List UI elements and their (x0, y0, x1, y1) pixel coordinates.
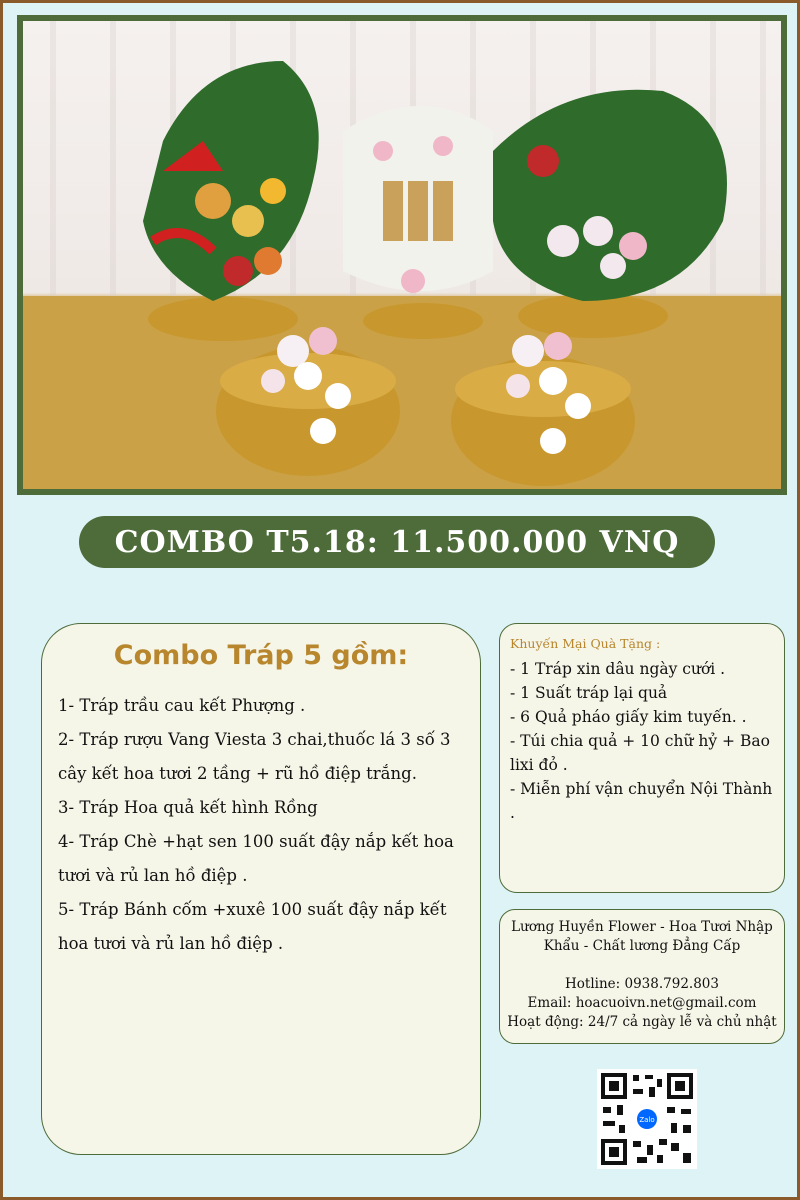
product-photo-frame (17, 15, 787, 495)
spacer (506, 956, 778, 975)
combo-heading: Combo Tráp 5 gồm: (113, 640, 409, 671)
wedding-trays-illustration (23, 21, 781, 489)
combo-item-2: 2- Tráp rượu Vang Viesta 3 chai,thuốc lá 3 số 3 cây kết hoa tươi 2 tầng + rũ hồ điệp trắng. (58, 730, 451, 783)
combo-item-5: 5- Tráp Bánh cốm +xuxê 100 suất đậy nắp kết hoa tươi và rủ lan hồ điệp . (58, 900, 447, 953)
hotline-text: Hotline: 0938.792.803 (565, 976, 719, 992)
promo-item-5: - Miễn phí vận chuyển Nội Thành . (510, 780, 773, 822)
contact-info-panel (499, 909, 785, 1044)
combo-contents-panel (41, 623, 481, 1155)
combo-item-3: 3- Tráp Hoa quả kết hình Rồng (58, 798, 318, 817)
promo-item-1: - 1 Tráp xin dâu ngày cưới . (510, 660, 726, 678)
shop-tagline: Lương Huyền Flower - Hoa Tươi Nhập Khẩu - Chất lương Đẳng Cấp (511, 919, 773, 954)
zalo-qr-code[interactable] (597, 1069, 697, 1169)
combo-item-1: 1- Tráp trầu cau kết Phượng . (58, 696, 306, 715)
price-title-banner: COMBO T5.18: 11.500.000 VNQ (79, 516, 715, 568)
promo-item-2: - 1 Suất tráp lại quả (510, 684, 668, 702)
opening-hours-text: Hoạt động: 24/7 cả ngày lễ và chủ nhật (507, 1014, 777, 1030)
promo-item-3: - 6 Quả pháo giấy kim tuyến. . (510, 708, 747, 726)
promotion-gifts-panel (499, 623, 785, 893)
product-photo (23, 21, 781, 489)
qr-brand-label: Zalo (639, 1116, 655, 1124)
email-text: Email: hoacuoivn.net@gmail.com (527, 995, 757, 1011)
combo-item-4: 4- Tráp Chè +hạt sen 100 suất đậy nắp kết hoa tươi và rủ lan hồ điệp . (58, 832, 454, 885)
promo-heading: Khuyến Mại Quà Tặng : (510, 636, 661, 651)
promo-item-4: - Túi chia quả + 10 chữ hỷ + Bao lixi đỏ . (510, 732, 770, 774)
qr-code-icon (597, 1069, 697, 1169)
